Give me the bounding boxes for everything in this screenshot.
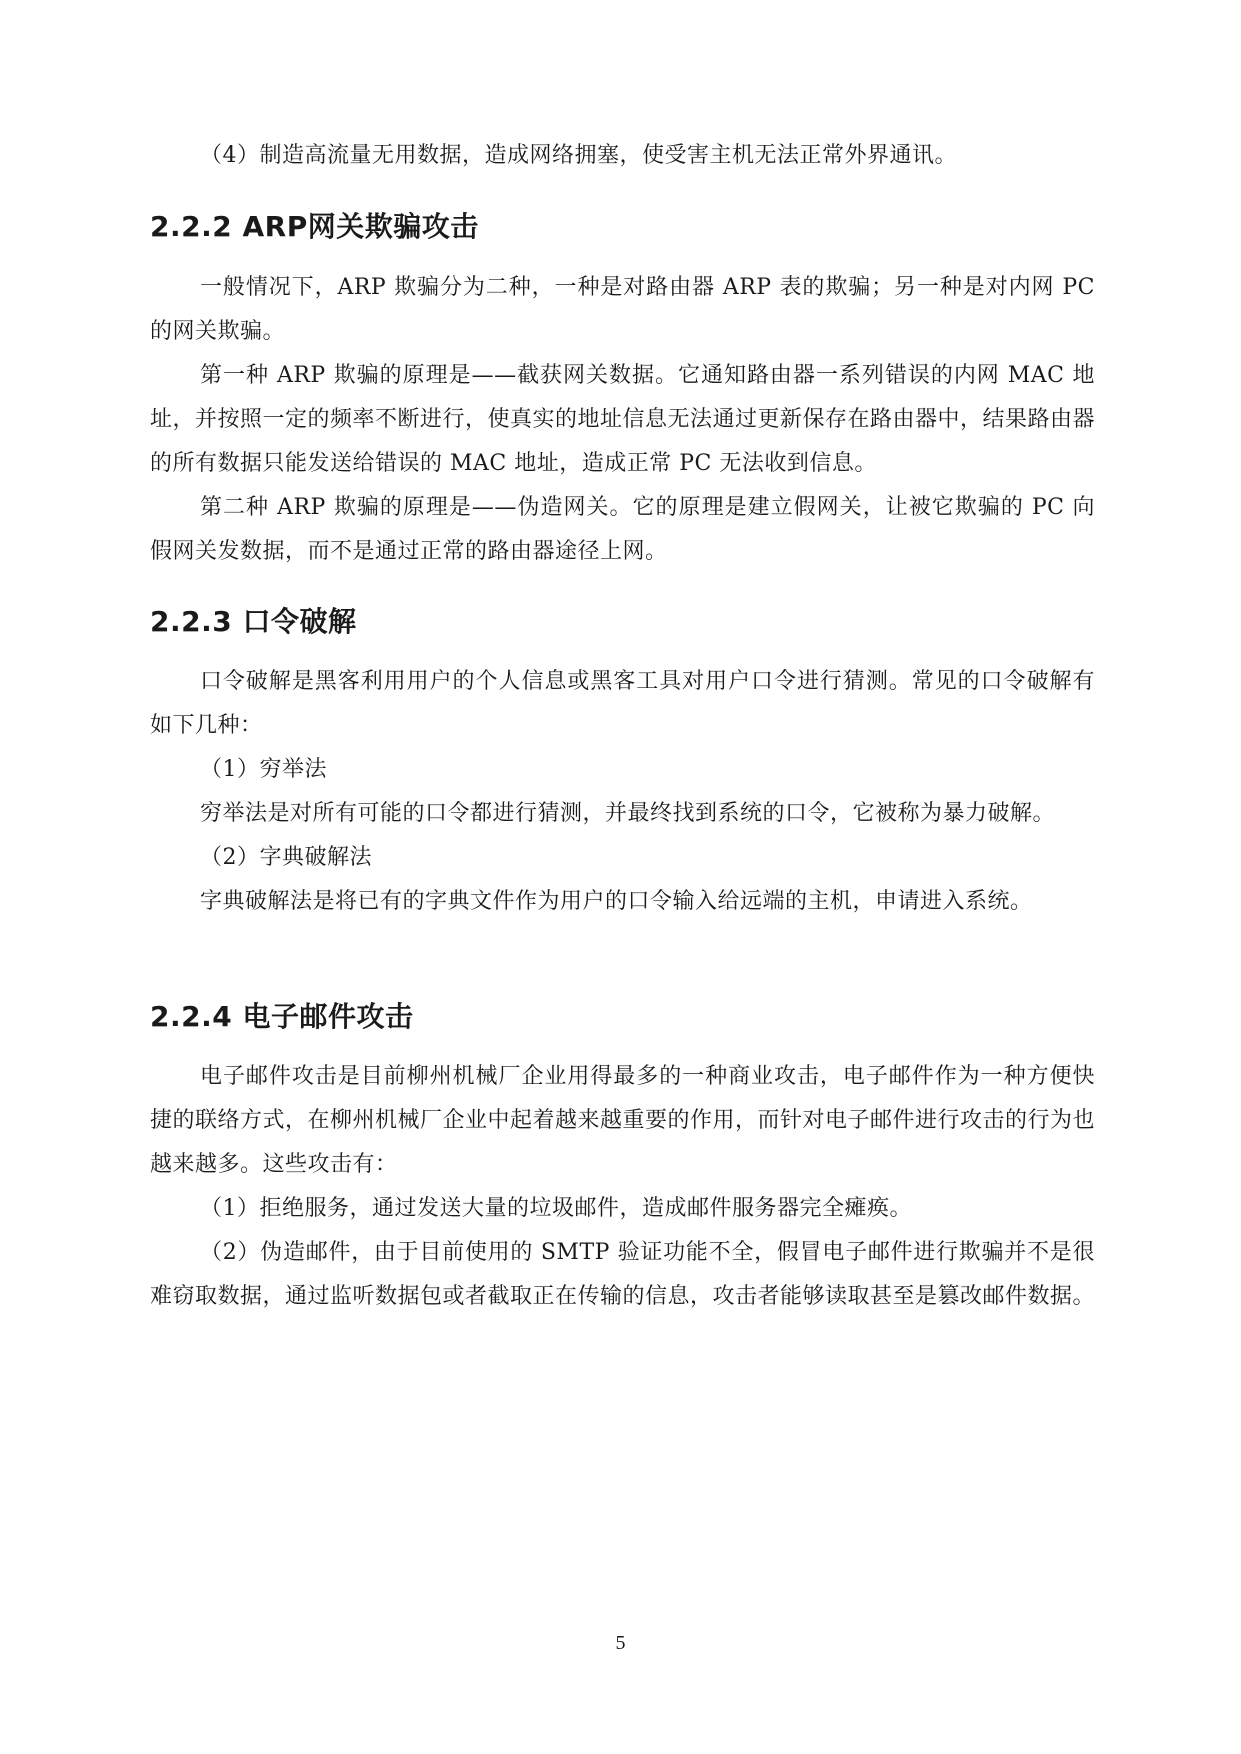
section-2-2-3-body [150,660,1095,924]
list-item-forgery: （2）伪造邮件，由于目前使用的 SMTP 验证功能不全，假冒电子邮件进行欺骗并不是很难窃取数据，通过监听数据包或者截取正在传输的信息，攻击者能够读取甚至是篡改邮件数据。 [150,1240,1096,1309]
heading-2-2-3: 2.2.3 口令破解 [150,605,357,638]
section-2-2-2-body [150,266,1095,574]
paragraph-arp-first: 第一种 ARP 欺骗的原理是——截获网关数据。它通知路由器一系列错误的内网 MAC 地址，并按照一定的频率不断进行，使真实的地址信息无法通过更新保存在路由器中，结果路由器的所有数据只能发送给错误的 MAC 地址，造成正常 PC 无法收到信息。 [150,363,1096,476]
paragraph-arp-second: 第二种 ARP 欺骗的原理是——伪造网关。它的原理是建立假网关，让被它欺骗的 PC 向假网关发数据，而不是通过正常的路由器途径上网。 [150,495,1095,564]
page-number: 5 [615,1632,626,1654]
section-2-2-4-body [150,1055,1095,1319]
paragraph-brute-force: 穷举法是对所有可能的口令都进行猜测，并最终找到系统的口令，它被称为暴力破解。 [200,801,1056,826]
list-item-4: （4）制造高流量无用数据，造成网络拥塞，使受害主机无法正常外界通讯。 [200,143,957,168]
list-item-brute-force: （1）穷举法 [200,757,327,782]
item-4-block [150,134,1095,178]
list-item-dos: （1）拒绝服务，通过发送大量的垃圾邮件，造成邮件服务器完全瘫痪。 [200,1196,912,1221]
list-item-dictionary: （2）字典破解法 [200,845,372,870]
paragraph-password-intro: 口令破解是黑客利用用户的个人信息或黑客工具对用户口令进行猜测。常见的口令破解有如下几种： [150,669,1095,738]
paragraph-email-intro: 电子邮件攻击是目前柳州机械厂企业用得最多的一种商业攻击，电子邮件作为一种方便快捷的联络方式，在柳州机械厂企业中起着越来越重要的作用，而针对电子邮件进行攻击的行为也越来越多。这些攻击有： [150,1064,1096,1177]
paragraph-arp-intro: 一般情况下，ARP 欺骗分为二种，一种是对路由器 ARP 表的欺骗；另一种是对内网 PC 的网关欺骗。 [150,275,1095,344]
heading-2-2-2: 2.2.2 ARP网关欺骗攻击 [150,210,479,243]
paragraph-dictionary: 字典破解法是将已有的字典文件作为用户的口令输入给远端的主机，申请进入系统。 [200,889,1033,914]
heading-2-2-4: 2.2.4 电子邮件攻击 [150,1000,414,1033]
